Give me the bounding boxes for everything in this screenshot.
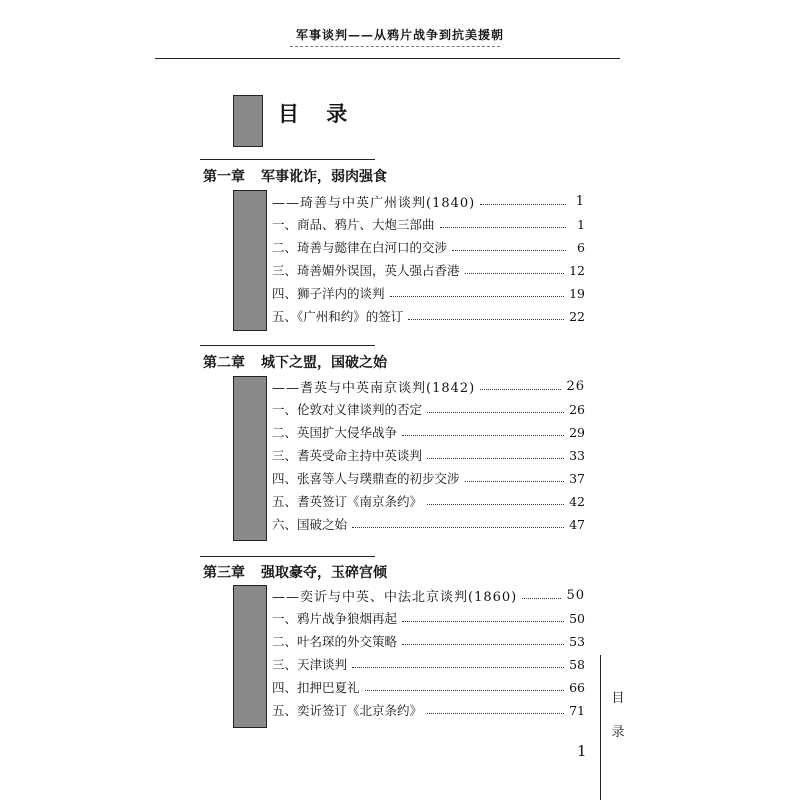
dot-leader (427, 412, 564, 413)
toc-entry-label: 五、耆英签订《南京条约》 (272, 494, 423, 509)
toc-entry-label: 二、叶名琛的外交策略 (272, 634, 398, 649)
toc-row[interactable] (272, 236, 585, 258)
dot-leader (408, 319, 564, 320)
dot-leader (452, 250, 566, 251)
toc-entry-label: 三、天津谈判 (272, 657, 348, 672)
chapter-name: 城下之盟，国破之始 (261, 355, 387, 371)
dot-leader (522, 598, 561, 599)
toc-title-block (233, 95, 263, 147)
toc-row[interactable] (272, 630, 585, 652)
dot-leader (427, 458, 564, 459)
chapter-number: 第一章 (203, 169, 245, 185)
dot-leader (402, 435, 564, 436)
side-tab (610, 682, 626, 750)
toc-row[interactable] (272, 398, 585, 420)
toc-entry-label: 四、狮子洋内的谈判 (272, 286, 385, 301)
toc-row[interactable] (272, 282, 585, 304)
toc-entry-page: 12 (569, 262, 585, 278)
toc-row[interactable] (272, 444, 585, 466)
toc-row[interactable] (272, 653, 585, 675)
toc-entry-label: ——奕䜣与中英、中法北京谈判(1860) (272, 589, 518, 605)
toc-entry-page: 37 (569, 470, 585, 486)
toc-entry-page: 22 (569, 308, 585, 324)
toc-row[interactable] (272, 490, 585, 512)
side-tab-char: 目 (611, 691, 625, 706)
dot-leader (480, 204, 566, 205)
toc-title: 目 录 (278, 102, 358, 126)
dot-leader (427, 504, 564, 505)
dot-leader (465, 273, 565, 274)
dot-leader (365, 690, 565, 691)
chapter-bar (233, 376, 267, 541)
chapter-name: 强取豪夺，玉碎宫倾 (261, 565, 387, 581)
chapter-bar (233, 190, 267, 331)
toc-entry-label: 四、张喜等人与璞鼎查的初步交涉 (272, 471, 460, 486)
toc-row[interactable] (272, 607, 585, 629)
dot-leader (402, 621, 564, 622)
toc-entry-page: 47 (569, 516, 585, 532)
toc-row[interactable] (272, 190, 585, 212)
toc-entry-page: 58 (569, 656, 585, 672)
toc-entry-page: 1 (577, 216, 585, 232)
toc-entry-page: 42 (569, 493, 585, 509)
toc-entry-page: 50 (566, 587, 585, 603)
toc-entry-label: 一、鸦片战争狼烟再起 (272, 611, 398, 626)
toc-entry-page: 71 (569, 702, 585, 718)
dot-leader (390, 296, 565, 297)
toc-entry-label: 三、耆英受命主持中英谈判 (272, 448, 423, 463)
toc-entry-label: 三、琦善媚外误国，英人强占香港 (272, 263, 460, 278)
toc-entry-page: 19 (569, 285, 585, 301)
toc-entry-page: 50 (569, 610, 585, 626)
toc-entry-page: 26 (569, 401, 585, 417)
side-tab-char: 录 (611, 725, 625, 740)
chapter-name: 军事讹诈，弱肉强食 (261, 169, 387, 185)
toc-entry-page: 26 (566, 378, 585, 394)
toc-entry-label: 六、国破之始 (272, 517, 348, 532)
toc-entry-page: 66 (569, 679, 585, 695)
chapter-rule (200, 345, 375, 346)
toc-row[interactable] (272, 421, 585, 443)
toc-row[interactable] (272, 467, 585, 489)
toc-row[interactable] (272, 513, 585, 535)
dot-leader (465, 481, 565, 482)
toc-entry-label: 一、伦敦对义律谈判的否定 (272, 402, 423, 417)
dot-leader (480, 389, 561, 390)
toc-entry-label: 五、《广州和约》的签订 (272, 309, 404, 324)
chapter-bar (233, 585, 267, 728)
chapter-title (203, 562, 387, 582)
toc-row[interactable] (272, 584, 585, 606)
toc-entry-label: 四、扣押巴夏礼 (272, 680, 360, 695)
header-dotted-rule (290, 46, 500, 47)
side-rule (600, 655, 601, 800)
toc-row[interactable] (272, 259, 585, 281)
toc-entry-page: 33 (569, 447, 585, 463)
toc-entry-label: 二、琦善与懿律在白河口的交涉 (272, 240, 448, 255)
dot-leader (352, 667, 564, 668)
toc-entry-label: 一、商品、鸦片、大炮三部曲 (272, 217, 435, 232)
toc-row[interactable] (272, 213, 585, 235)
toc-row[interactable] (272, 375, 585, 397)
dot-leader (402, 644, 564, 645)
toc-entry-page: 53 (569, 633, 585, 649)
chapter-number: 第三章 (203, 565, 245, 581)
running-header: 军事谈判——从鸦片战争到抗美援朝 (295, 28, 504, 42)
toc-row[interactable] (272, 699, 585, 721)
page-number: 1 (577, 742, 587, 760)
toc-entry-page: 1 (575, 193, 585, 209)
toc-entry-label: 五、奕䜣签订《北京条约》 (272, 703, 423, 718)
chapter-title (203, 166, 387, 186)
dot-leader (427, 713, 564, 714)
toc-row[interactable] (272, 305, 585, 327)
chapter-rule (200, 556, 375, 557)
toc-entry-page: 6 (577, 239, 585, 255)
header-rule (155, 58, 620, 59)
chapter-rule (200, 159, 375, 160)
toc-entry-label: ——耆英与中英南京谈判(1842) (272, 380, 476, 396)
toc-entry-label: 二、英国扩大侵华战争 (272, 425, 398, 440)
dot-leader (352, 527, 564, 528)
dot-leader (440, 227, 566, 228)
toc-row[interactable] (272, 676, 585, 698)
toc-entry-label: ——琦善与中英广州谈判(1840) (272, 195, 476, 211)
chapter-number: 第二章 (203, 355, 245, 371)
chapter-title (203, 352, 387, 372)
toc-entry-page: 29 (569, 424, 585, 440)
